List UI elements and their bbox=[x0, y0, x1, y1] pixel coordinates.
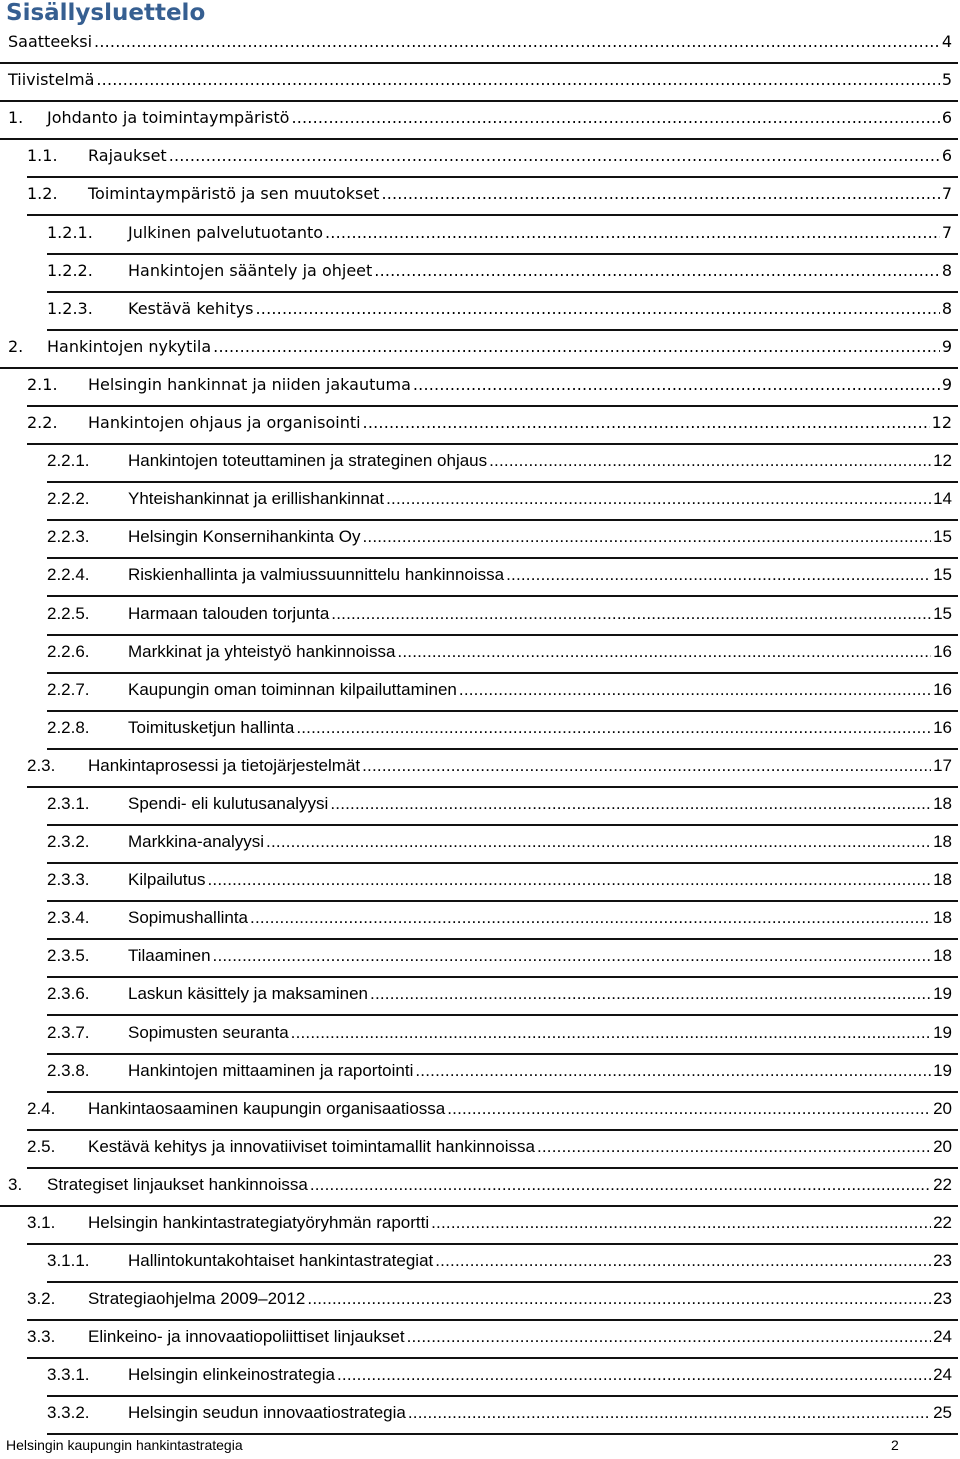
toc-entry-title[interactable]: Kilpailutus bbox=[128, 870, 206, 890]
toc-entry[interactable] bbox=[0, 1093, 960, 1131]
toc-dot-leader bbox=[307, 1288, 931, 1310]
toc-entry-title[interactable]: Riskienhallinta ja valmiussuunnittelu hankinnoissa bbox=[128, 565, 505, 585]
toc-entry[interactable] bbox=[0, 331, 960, 369]
toc-entry-line[interactable] bbox=[47, 603, 960, 625]
toc-entry-number: 2.2. bbox=[27, 413, 58, 433]
toc-entry-line[interactable] bbox=[47, 679, 960, 701]
toc-entry-title[interactable]: Helsingin hankinnat ja niiden jakautuma bbox=[88, 374, 411, 394]
toc-dot-leader bbox=[489, 450, 931, 472]
toc-entry-title[interactable]: Yhteishankinnat ja erillishankinnat bbox=[128, 489, 385, 509]
toc-entry-title[interactable]: Tilaaminen bbox=[128, 946, 211, 966]
toc-entry-line[interactable] bbox=[47, 564, 960, 586]
toc-entry-page[interactable]: 22 bbox=[933, 1174, 952, 1194]
toc-entry-page[interactable]: 8 bbox=[941, 260, 952, 280]
toc-entry-page[interactable]: 5 bbox=[941, 70, 952, 90]
toc-entry-number: 1.2.1. bbox=[47, 222, 93, 242]
toc-entry-line[interactable] bbox=[27, 412, 960, 434]
toc-entry-number: 3.1. bbox=[27, 1213, 56, 1232]
toc-entry-number: 2.2.3. bbox=[47, 527, 90, 547]
toc-entry[interactable] bbox=[0, 788, 960, 826]
toc-entry-page[interactable]: 22 bbox=[933, 1213, 952, 1232]
toc-dot-leader bbox=[447, 1098, 931, 1120]
toc-entry-number: 2.3.8. bbox=[47, 1060, 90, 1080]
toc-entry-title[interactable]: Elinkeino- ja innovaatiopoliittiset linjaukset bbox=[88, 1327, 405, 1347]
toc-dot-leader bbox=[362, 755, 931, 777]
toc-entry-line[interactable] bbox=[47, 298, 960, 320]
toc-entry-number: 3.3.1. bbox=[47, 1365, 90, 1385]
toc-dot-leader bbox=[407, 1326, 932, 1348]
toc-dot-leader bbox=[435, 1250, 931, 1272]
toc-entry-title[interactable]: Markkina-analyysi bbox=[128, 832, 265, 852]
toc-entry-number: 2.2.8. bbox=[47, 717, 90, 737]
toc-entry-title[interactable]: Tiivistelmä bbox=[8, 70, 95, 90]
toc-entry-number: 1.1. bbox=[27, 146, 58, 166]
toc-entry[interactable] bbox=[0, 597, 960, 635]
toc-dot-leader bbox=[169, 145, 940, 167]
toc-entry-page[interactable]: 12 bbox=[933, 451, 952, 471]
toc-entry-page[interactable]: 4 bbox=[941, 32, 952, 52]
footer-page-number: 2 bbox=[891, 1437, 899, 1453]
toc-dot-leader bbox=[415, 1060, 931, 1082]
toc-dot-leader bbox=[256, 298, 940, 320]
toc-entry-line[interactable] bbox=[47, 222, 960, 244]
toc-entry[interactable] bbox=[0, 369, 960, 407]
toc-entry-page[interactable]: 8 bbox=[941, 298, 952, 318]
toc-dot-leader bbox=[325, 222, 940, 244]
toc-entry-number: 2.3.4. bbox=[47, 908, 90, 928]
toc-dot-leader bbox=[506, 564, 931, 586]
toc-dot-leader bbox=[413, 374, 940, 396]
toc-entry-title[interactable]: Strategiset linjaukset hankinnoissa bbox=[47, 1174, 308, 1194]
toc-dot-leader bbox=[310, 1174, 931, 1196]
toc-entry-line[interactable] bbox=[47, 1022, 960, 1044]
toc-entry-line[interactable] bbox=[47, 1060, 960, 1082]
toc-entry-page[interactable]: 18 bbox=[933, 908, 952, 928]
toc-entry-title[interactable]: Harmaan talouden torjunta bbox=[128, 603, 330, 623]
toc-entry-number: 3.3. bbox=[27, 1327, 56, 1347]
toc-entry[interactable] bbox=[0, 216, 960, 254]
toc-entry-number: 2.3.5. bbox=[47, 946, 90, 966]
toc-dot-leader bbox=[208, 869, 932, 891]
toc-entry-page[interactable]: 18 bbox=[933, 832, 952, 852]
toc-entry-line[interactable] bbox=[47, 869, 960, 891]
toc-entry[interactable] bbox=[0, 1397, 960, 1435]
toc-entry-page[interactable]: 23 bbox=[933, 1251, 952, 1271]
toc-entry-number: 1.2.3. bbox=[47, 298, 93, 318]
toc-entry-page[interactable]: 6 bbox=[941, 146, 952, 166]
toc-entry-page[interactable]: 19 bbox=[933, 1060, 952, 1080]
toc-dot-leader bbox=[431, 1212, 931, 1234]
toc-entry-page[interactable]: 19 bbox=[933, 1022, 952, 1042]
toc-entry-number: 2.3.7. bbox=[47, 1022, 90, 1042]
toc-entry[interactable] bbox=[0, 140, 960, 178]
toc-entry[interactable] bbox=[0, 521, 960, 559]
toc-entry-title[interactable]: Hallintokuntakohtaiset hankintastrategiat bbox=[128, 1251, 434, 1271]
toc-entry[interactable] bbox=[0, 1245, 960, 1283]
toc-entry-line[interactable] bbox=[47, 945, 960, 967]
toc-entry[interactable] bbox=[0, 1283, 960, 1321]
toc-entry-page[interactable]: 24 bbox=[933, 1327, 952, 1347]
toc-entry-line[interactable] bbox=[47, 260, 960, 282]
toc-entry-line[interactable] bbox=[27, 1326, 960, 1348]
toc-dot-leader bbox=[397, 641, 931, 663]
toc-entry[interactable] bbox=[0, 902, 960, 940]
toc-entry-title[interactable]: Rajaukset bbox=[88, 146, 167, 166]
toc-entry[interactable] bbox=[0, 1016, 960, 1054]
toc-entry-line[interactable] bbox=[27, 183, 960, 205]
toc-entry-title[interactable]: Helsingin hankintastrategiatyöryhmän raportti bbox=[88, 1213, 430, 1232]
page-title: Sisällysluettelo bbox=[6, 0, 206, 26]
toc-dot-leader bbox=[386, 488, 931, 510]
toc-entry-line[interactable] bbox=[47, 793, 960, 815]
toc-entry-title[interactable]: Helsingin Konsernihankinta Oy bbox=[128, 527, 361, 547]
toc-entry-number: 2.2.6. bbox=[47, 641, 90, 661]
toc-entry-number: 2.5. bbox=[27, 1136, 56, 1156]
toc-entry-title[interactable]: Hankintojen mittaaminen ja raportointi bbox=[128, 1060, 414, 1080]
toc-entry-title[interactable]: Markkinat ja yhteistyö hankinnoissa bbox=[128, 641, 396, 661]
toc-entry-title[interactable]: Toimitusketjun hallinta bbox=[128, 717, 295, 737]
toc-entry-line[interactable] bbox=[47, 1364, 960, 1386]
toc-entry-number: 2.3. bbox=[27, 755, 56, 775]
toc-entry-page[interactable]: 15 bbox=[933, 527, 952, 547]
toc-entry-line[interactable] bbox=[27, 1098, 960, 1120]
toc-entry[interactable] bbox=[0, 750, 960, 788]
toc-entry[interactable] bbox=[0, 407, 960, 445]
toc-entry-page[interactable]: 19 bbox=[933, 984, 952, 1004]
toc-entry-line[interactable] bbox=[8, 107, 960, 129]
toc-entry[interactable] bbox=[0, 864, 960, 902]
toc-entry-page[interactable]: 18 bbox=[933, 946, 952, 966]
toc-entry[interactable] bbox=[0, 1359, 960, 1397]
toc-dot-leader bbox=[381, 183, 939, 205]
toc-entry-line[interactable] bbox=[47, 526, 960, 548]
toc-entry-number: 3. bbox=[8, 1174, 23, 1194]
toc-dot-leader bbox=[459, 679, 931, 701]
toc-entry-title[interactable]: Hankintojen ohjaus ja organisointi bbox=[88, 413, 361, 433]
toc-entry-title[interactable]: Julkinen palvelutuotanto bbox=[128, 222, 324, 242]
toc-entry-page[interactable]: 9 bbox=[941, 374, 952, 394]
toc-entry-page[interactable]: 24 bbox=[933, 1365, 952, 1385]
toc-entry-title[interactable]: Johdanto ja toimintaympäristö bbox=[47, 108, 290, 128]
toc-entry-line[interactable] bbox=[47, 1250, 960, 1272]
toc-entry-page[interactable]: 14 bbox=[933, 489, 952, 509]
toc-entry-line[interactable] bbox=[47, 907, 960, 929]
toc-entry-title[interactable]: Hankintaprosessi ja tietojärjestelmät bbox=[88, 755, 361, 775]
toc-entry-page[interactable]: 20 bbox=[933, 1136, 952, 1156]
toc-entry-page[interactable]: 16 bbox=[933, 717, 952, 737]
toc-dot-leader bbox=[213, 945, 932, 967]
toc-entry[interactable] bbox=[0, 445, 960, 483]
toc-entry-number: 2.3.1. bbox=[47, 793, 90, 813]
toc-entry[interactable] bbox=[0, 712, 960, 750]
toc-entry[interactable] bbox=[0, 978, 960, 1016]
toc-entry-number: 2.2.1. bbox=[47, 451, 90, 471]
toc-entry-title[interactable]: Hankintojen toteuttaminen ja strateginen ohjaus bbox=[128, 451, 488, 471]
toc-entry-number: 2.2.2. bbox=[47, 489, 90, 509]
toc-entry[interactable] bbox=[0, 940, 960, 978]
toc-entry-line[interactable] bbox=[47, 641, 960, 663]
toc-dot-leader bbox=[296, 717, 931, 739]
toc-dot-leader bbox=[362, 526, 931, 548]
toc-entry-line[interactable] bbox=[47, 983, 960, 1005]
toc-entry-line[interactable] bbox=[8, 31, 960, 53]
table-of-contents bbox=[0, 26, 960, 1435]
toc-entry-title[interactable]: Kestävä kehitys ja innovatiiviset toimintamallit hankinnoissa bbox=[88, 1136, 535, 1156]
toc-dot-leader bbox=[370, 983, 931, 1005]
toc-entry-line[interactable] bbox=[47, 1402, 960, 1424]
toc-entry-title[interactable]: Laskun käsittely ja maksaminen bbox=[128, 984, 369, 1004]
toc-entry-title[interactable]: Sopimusten seuranta bbox=[128, 1022, 289, 1042]
toc-dot-leader bbox=[330, 793, 931, 815]
toc-entry-number: 2.2.4. bbox=[47, 565, 90, 585]
toc-entry-line[interactable] bbox=[47, 831, 960, 853]
toc-entry-line[interactable] bbox=[8, 336, 960, 358]
toc-entry-page[interactable]: 17 bbox=[933, 755, 952, 775]
toc-entry-number: 2.1. bbox=[27, 374, 58, 394]
toc-entry-number: 2.2.5. bbox=[47, 603, 90, 623]
toc-entry-page[interactable]: 23 bbox=[933, 1289, 952, 1309]
toc-entry-line[interactable] bbox=[27, 755, 960, 777]
toc-entry-title[interactable]: Hankintaosaaminen kaupungin organisaatiossa bbox=[88, 1098, 446, 1118]
toc-entry-number: 3.3.2. bbox=[47, 1403, 90, 1423]
toc-dot-leader bbox=[374, 260, 940, 282]
toc-entry[interactable] bbox=[0, 826, 960, 864]
toc-entry-page[interactable]: 9 bbox=[941, 336, 952, 356]
toc-entry[interactable] bbox=[0, 674, 960, 712]
toc-entry-page[interactable]: 15 bbox=[933, 603, 952, 623]
toc-entry[interactable] bbox=[0, 636, 960, 674]
toc-entry-page[interactable]: 7 bbox=[941, 222, 952, 242]
toc-dot-leader bbox=[363, 412, 930, 434]
toc-dot-leader bbox=[96, 69, 939, 91]
toc-entry-line[interactable] bbox=[27, 374, 960, 396]
toc-entry-number: 2. bbox=[8, 336, 24, 356]
toc-entry-page[interactable]: 20 bbox=[933, 1098, 952, 1118]
toc-entry-number: 1. bbox=[8, 108, 24, 128]
toc-dot-leader bbox=[537, 1136, 931, 1158]
toc-entry-line[interactable] bbox=[8, 69, 960, 91]
toc-entry[interactable] bbox=[0, 293, 960, 331]
toc-entry-number: 3.1.1. bbox=[47, 1251, 90, 1271]
toc-entry-title[interactable]: Hankintojen sääntely ja ohjeet bbox=[128, 260, 373, 280]
toc-entry[interactable] bbox=[0, 1055, 960, 1093]
toc-entry-title[interactable]: Toimintaympäristö ja sen muutokset bbox=[88, 184, 380, 204]
toc-entry[interactable] bbox=[0, 1207, 960, 1245]
toc-entry-title[interactable]: Strategiaohjelma 2009–2012 bbox=[88, 1289, 306, 1309]
toc-entry-line[interactable] bbox=[27, 145, 960, 167]
toc-entry-number: 1.2.2. bbox=[47, 260, 93, 280]
toc-dot-leader bbox=[408, 1402, 931, 1424]
toc-entry-number: 1.2. bbox=[27, 184, 58, 204]
toc-entry[interactable] bbox=[0, 64, 960, 102]
toc-entry-page[interactable]: 25 bbox=[933, 1403, 952, 1423]
toc-entry-page[interactable]: 18 bbox=[933, 870, 952, 890]
toc-entry-page[interactable]: 16 bbox=[933, 679, 952, 699]
page-footer bbox=[6, 1435, 960, 1455]
toc-entry-number: 2.3.2. bbox=[47, 832, 90, 852]
toc-entry-title[interactable]: Sopimushallinta bbox=[128, 908, 249, 928]
toc-entry-page[interactable]: 7 bbox=[941, 184, 952, 204]
toc-entry[interactable] bbox=[0, 102, 960, 140]
toc-entry-line[interactable] bbox=[8, 1174, 960, 1196]
toc-dot-leader bbox=[94, 31, 940, 53]
toc-entry-title[interactable]: Helsingin seudun innovaatiostrategia bbox=[128, 1403, 406, 1423]
toc-entry-page[interactable]: 16 bbox=[933, 641, 952, 661]
toc-entry-line[interactable] bbox=[27, 1288, 960, 1310]
toc-entry-line[interactable] bbox=[47, 450, 960, 472]
toc-entry[interactable] bbox=[0, 1169, 960, 1207]
toc-entry-line[interactable] bbox=[47, 488, 960, 510]
toc-entry-line[interactable] bbox=[27, 1212, 960, 1234]
toc-entry-title[interactable]: Helsingin elinkeinostrategia bbox=[128, 1365, 335, 1385]
toc-dot-leader bbox=[266, 831, 931, 853]
toc-entry-number: 2.3.6. bbox=[47, 984, 90, 1004]
toc-dot-leader bbox=[337, 1364, 931, 1386]
toc-entry-page[interactable]: 15 bbox=[933, 565, 952, 585]
toc-dot-leader bbox=[250, 907, 931, 929]
toc-entry-number: 3.2. bbox=[27, 1289, 56, 1309]
footer-document-title: Helsingin kaupungin hankintastrategia bbox=[6, 1437, 243, 1453]
toc-dot-leader bbox=[331, 603, 931, 625]
toc-entry-number: 2.4. bbox=[27, 1098, 56, 1118]
toc-entry-title[interactable]: Spendi- eli kulutusanalyysi bbox=[128, 793, 329, 813]
toc-entry-line[interactable] bbox=[47, 717, 960, 739]
toc-entry-page[interactable]: 18 bbox=[933, 793, 952, 813]
toc-entry[interactable] bbox=[0, 483, 960, 521]
toc-entry[interactable] bbox=[0, 26, 960, 64]
toc-entry-number: 2.2.7. bbox=[47, 679, 90, 699]
toc-dot-leader bbox=[291, 107, 939, 129]
toc-entry-page[interactable]: 6 bbox=[941, 108, 952, 128]
toc-entry-line[interactable] bbox=[27, 1136, 960, 1158]
toc-entry-number: 2.3.3. bbox=[47, 870, 90, 890]
toc-dot-leader bbox=[213, 336, 940, 358]
toc-entry-title[interactable]: Hankintojen nykytila bbox=[47, 336, 212, 356]
toc-entry-page[interactable]: 12 bbox=[931, 413, 952, 433]
toc-entry[interactable] bbox=[0, 255, 960, 293]
toc-entry-title[interactable]: Kaupungin oman toiminnan kilpailuttaminen bbox=[128, 679, 457, 699]
toc-entry[interactable] bbox=[0, 1131, 960, 1169]
toc-entry[interactable] bbox=[0, 559, 960, 597]
toc-dot-leader bbox=[291, 1022, 931, 1044]
toc-entry[interactable] bbox=[0, 178, 960, 216]
toc-entry-title[interactable]: Kestävä kehitys bbox=[128, 298, 254, 318]
toc-entry-title[interactable]: Saatteeksi bbox=[8, 32, 93, 52]
toc-entry[interactable] bbox=[0, 1321, 960, 1359]
